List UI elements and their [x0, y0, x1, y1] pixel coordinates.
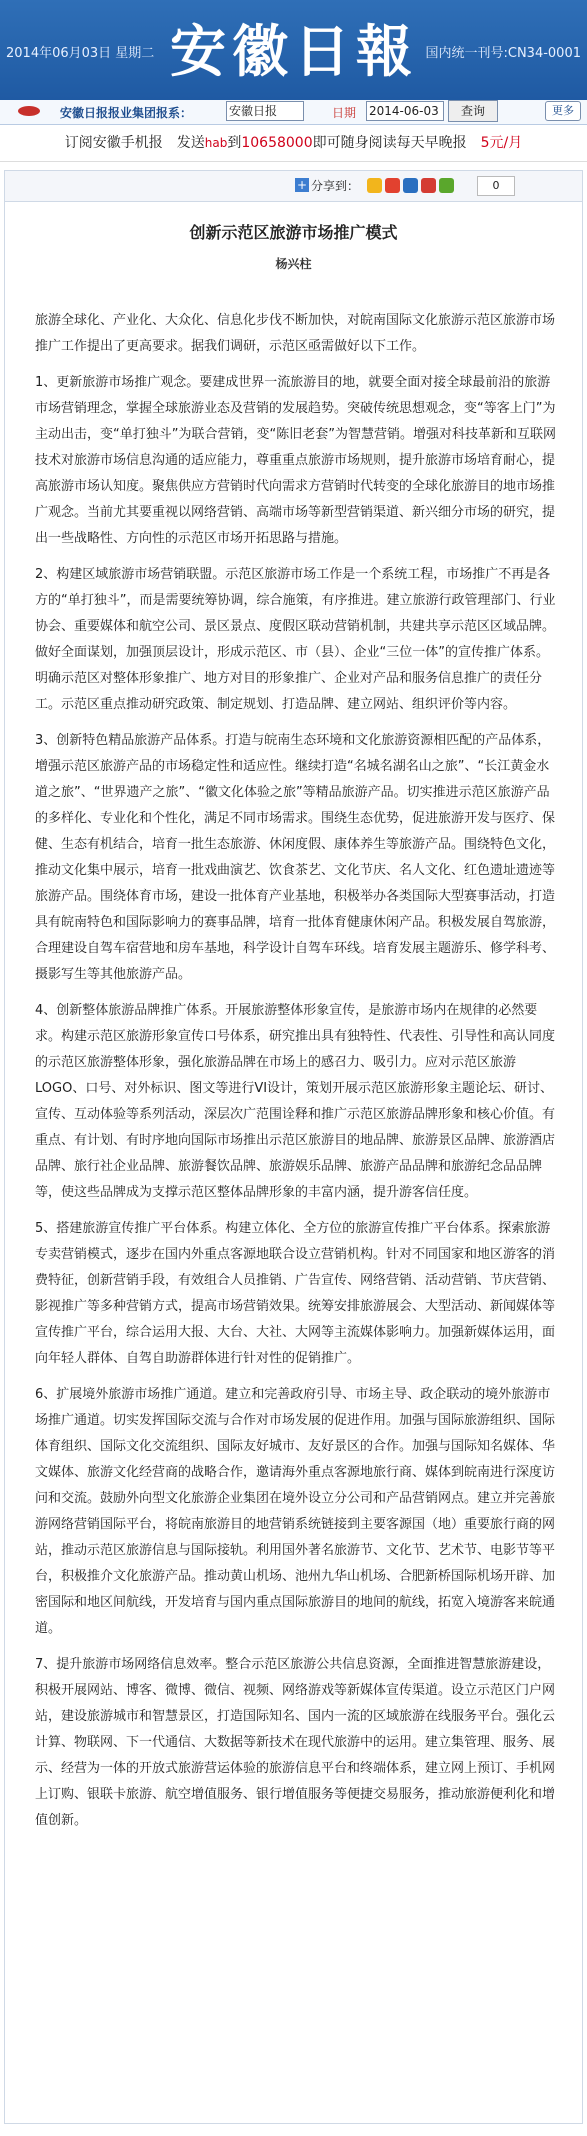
article-body: [5, 308, 582, 1834]
article-paragraph: 4、创新整体旅游品牌推广体系。开展旅游整体形象宣传，是旅游市场内在规律的必然要求。构建示范区旅游形象宣传口号体系，研究推出具有独特性、代表性、引导性和高认同度的示范区旅游整体形象，强化旅游品牌在市场上的感召力、吸引力。应对示范区旅游LOGO、口号、对外标识、图文等进行VI设计，策划开展示范区旅游形象主题论坛、研讨、宣传、互动体验等系列活动，深层次广范围诠释和推广示范区旅游品牌形象和核心价值。有重点、有计划、有时序地向国际市场推出示范区旅游目的地品牌、旅游景区品牌、旅游酒店品牌、旅行社企业品牌、旅游餐饮品牌、旅游娱乐品牌、旅游产品品牌和旅游纪念品品牌等，使这些品牌成为支撑示范区整体品牌形象的丰富内涵，提升游客信任度。: [35, 1003, 556, 1200]
qzone-icon[interactable]: [367, 178, 382, 193]
promo-number: 10658000: [241, 135, 313, 151]
article-author: 杨兴柱: [275, 257, 312, 271]
promo-prefix: 订阅安徽手机报 发送: [64, 135, 205, 151]
article-title: 创新示范区旅游市场推广模式: [189, 223, 398, 242]
promo-suffix: 即可随身阅读每天早晚报: [312, 135, 467, 151]
article-paragraph: 旅游全球化、产业化、大众化、信息化步伐不断加快，对皖南国际文化旅游示范区旅游市场推广工作提出了更高要求。据我们调研，示范区亟需做好以下工作。: [35, 313, 556, 354]
article-paragraph: 1、更新旅游市场推广观念。要建成世界一流旅游目的地，就要全面对接全球最前沿的旅游市场营销理念，掌握全球旅游业态及营销的发展趋势。突破传统思想观念，变“等客上门”为主动出击，变“单打独斗”为联合营销，变“陈旧老套”为智慧营销。增强对科技革新和互联网技术对旅游市场信息沟通的适应能力，尊重重点旅游市场规则，提升旅游市场培育耐心，提高旅游市场认知度。聚焦供应方营销时代向需求方营销时代转变的全球化旅游目的地市场推广观念。当前尤其要重视以网络营销、高端市场等新型营销渠道、新兴细分市场的研究，提出一些战略性、方向性的示范区市场开拓思路与措施。: [35, 375, 556, 546]
promo-price: 5元/月: [480, 135, 523, 151]
promo-to: 到: [227, 135, 242, 151]
tencent-weibo-icon[interactable]: [439, 178, 454, 193]
article-paragraph: 5、搭建旅游宣传推广平台体系。构建立体化、全方位的旅游宣传推广平台体系。探索旅游专卖营销模式，逐步在国内外重点客源地联合设立营销机构。针对不同国家和地区游客的消费特征，创新营销手段，有效组合人员推销、广告宣传、网络营销、活动营销、节庆营销、影视推广等多种营销方式，提高市场营销效果。统筹安排旅游展会、大型活动、新闻媒体等宣传推广平台，综合运用大报、大台、大社、大网等主流媒体影响力。加强新媒体运用，面向年轻人群体、自驾自助游群体进行针对性的促销推广。: [35, 1221, 556, 1366]
share-plus-icon[interactable]: +: [296, 178, 308, 192]
date-input[interactable]: 2014-06-03: [366, 101, 444, 121]
paper-select[interactable]: 安徽日报: [226, 101, 304, 121]
renren-icon[interactable]: [403, 178, 418, 193]
article-paragraph: 2、构建区域旅游市场营销联盟。示范区旅游市场工作是一个系统工程，市场推广不再是各方的“单打独斗”，而是需要统筹协调，综合施策，有序推进。建立旅游行政管理部门、行业协会、重要媒体和航空公司、景区景点、度假区联动营销机制，共建共享示范区区域品牌。做好全面谋划，加强顶层设计，形成示范区、市（县）、企业“三位一体”的宣传推广体系。明确示范区对整体形象推广、地方对目的形象推广、企业对产品和服务信息推广的责任分工。示范区重点推动研究政策、制定规划、打造品牌、建立网站、组织评价等内容。: [35, 567, 556, 712]
article-frame: [4, 201, 583, 2124]
date-label: 日期: [332, 106, 357, 120]
share-bar: [4, 170, 583, 201]
issue-date: 2014年06月03日 星期二: [6, 46, 155, 61]
share-label: 分享到：: [311, 179, 360, 193]
article-paragraph: 6、扩展境外旅游市场推广通道。建立和完善政府引导、市场主导、政企联动的境外旅游市场推广通道。切实发挥国际交流与合作对市场发展的促进作用。加强与国际旅游组织、国际体育组织、国际文化交流组织、国际友好城市、友好景区的合作。加强与国际知名媒体、华文媒体、旅游文化经营商的战略合作，邀请海外重点客源地旅行商、媒体到皖南进行深度访问和交流。鼓励外向型文化旅游企业集团在境外设立分公司和产品营销网点。建立并完善旅游网络营销国际平台，将皖南旅游目的地营销系统链接到主要客源国（地）重要旅行商的网站，推动示范区旅游信息与国际接轨。利用国外著名旅游节、文化节、艺术节、电影节等平台，积极推介文化旅游产品。推动黄山机场、池州九华山机场、合肥新桥国际机场开辟、加密国际和地区间航线，开发培育与国内重点国际旅游目的地间的航线，拓宽入境游客来皖通道。: [35, 1387, 556, 1636]
masthead-banner: [0, 0, 587, 100]
group-logo-icon: [18, 106, 40, 116]
query-button[interactable]: 查询: [448, 100, 498, 122]
article-paragraph: 3、创新特色精品旅游产品体系。打造与皖南生态环境和文化旅游资源相匹配的产品体系，增强示范区旅游产品的市场稳定性和适应性。继续打造“名城名湖名山之旅”、“长江黄金水道之旅”、“世界遗产之旅”、“徽文化体验之旅”等精品旅游产品。切实推进示范区旅游产品的多样化、专业化和个性化，满足不同市场需求。围绕生态优势，促进旅游开发与医疗、保健、生态有机结合，培育一批生态旅游、休闲度假、康体养生等旅游产品。围绕特色文化，推动文化集中展示，培育一批戏曲演艺、饮食茶艺、文化节庆、名人文化、红色遗址遗迹等旅游产品。围绕体育市场，建设一批体育产业基地，积极举办各类国际大型赛事活动，打造具有皖南特色和国际影响力的赛事品牌，培育一批体育健康休闲产品。积极发展自驾旅游，合理建设自驾车宿营地和房车基地，科学设计自驾车环线。培育发展主题游乐、修学科考、摄影写生等其他旅游产品。: [35, 733, 556, 982]
publication-number: 国内统一刊号:CN34-0001: [425, 46, 581, 61]
share-count: 0: [477, 176, 515, 196]
mobile-subscription-promo[interactable]: [0, 125, 587, 162]
weibo-icon[interactable]: [385, 178, 400, 193]
newspaper-logo: 安徽日報: [170, 19, 418, 85]
group-label: 安徽日报报业集团报系：: [60, 106, 193, 120]
article-paragraph: 7、提升旅游市场网络信息效率。整合示范区旅游公共信息资源，全面推进智慧旅游建设，积极开展网站、博客、微博、微信、视频、网络游戏等新媒体宣传渠道。设立示范区门户网站，建设旅游城市和智慧景区，打造国际知名、国内一流的区域旅游在线服务平台。强化云计算、物联网、下一代通信、大数据等新技术在现代旅游中的运用。建立集管理、服务、展示、经营为一体的开放式旅游营运体验的旅游信息平台和终端体系，建立网上预订、手机网上订购、银联卡旅游、航空增值服务、银行增值服务等便捷交易服务，推动旅游便利化和增值创新。: [35, 1657, 556, 1828]
more-button[interactable]: 更多: [545, 101, 581, 121]
kaixin-icon[interactable]: [421, 178, 436, 193]
paper-select-toolbar: [0, 100, 587, 125]
promo-code: hab: [204, 136, 228, 150]
